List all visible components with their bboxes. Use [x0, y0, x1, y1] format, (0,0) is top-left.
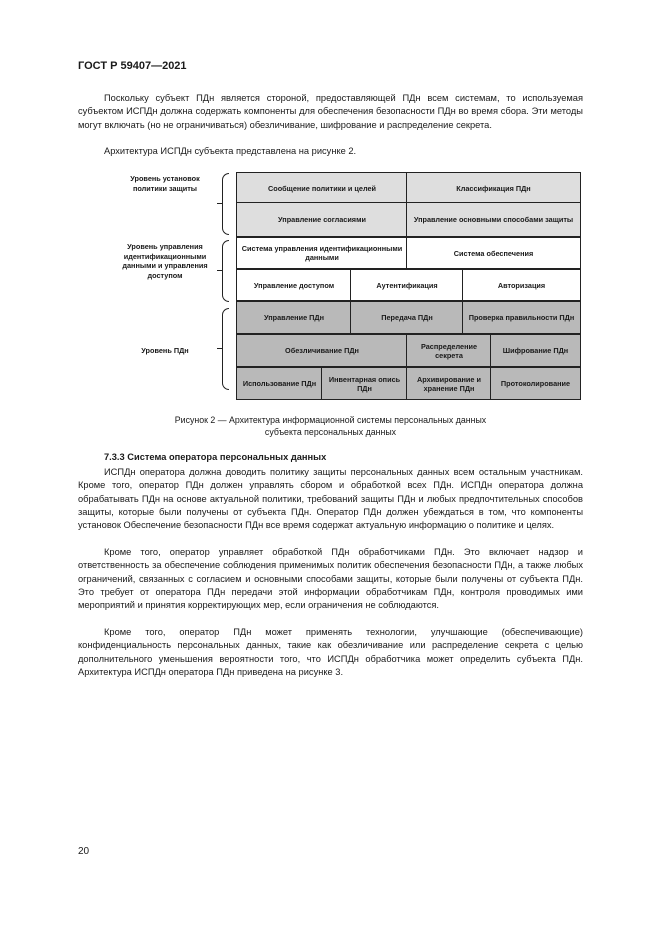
level-label-idm: Уровень управления идентификационными данными и управления доступом: [122, 242, 208, 280]
section-paragraph-2: Кроме того, оператор управляет обработкой ПДн обработчиками ПДн. Это включает надзор и ответственность за обеспечение соблюдения применимых политик обеспечения безопасности ПДн, а также любых ограничений, связанных с согласием и основными способами защиты, которые были получены от субъекта ПДн. Это требует от оператора ПДн передачи этой информации обработчикам ПДн, контроля проводимых ими мероприятий и принятия корректирующих мер, если ограничения не соблюдаются.: [78, 547, 583, 611]
cell-pd-usage: Использование ПДн: [236, 367, 323, 400]
cell-policy-message: Сообщение политики и целей: [236, 172, 408, 204]
cell-logging: Протоколирование: [490, 367, 581, 400]
cell-idm-system: Система управления идентификационными данными: [236, 237, 408, 269]
cell-pd-archiving: Архивирование и хранение ПДн: [406, 367, 492, 400]
cell-secret-distribution: Распределение секрета: [406, 334, 492, 367]
cell-authorization: Авторизация: [462, 269, 581, 301]
figure-caption-line1: Рисунок 2 — Архитектура информационной системы персональных данных: [174, 415, 487, 425]
brace-pd: [222, 308, 229, 390]
cell-authentication: Аутентификация: [350, 269, 464, 301]
cell-pd-validation: Проверка правильности ПДн: [462, 301, 581, 334]
cell-consent-management: Управление согласиями: [236, 202, 408, 237]
page-number: 20: [78, 846, 90, 857]
cell-protection-management: Управление основными способами защиты: [406, 202, 581, 237]
level-label-pd: Уровень ПДн: [141, 346, 189, 355]
brace-policy: [222, 173, 229, 235]
brace-tip-policy: [217, 203, 222, 204]
cell-pd-encryption: Шифрование ПДн: [490, 334, 581, 367]
level-label-policy: Уровень установок политики защиты: [130, 174, 200, 193]
section-paragraph-1: ИСПДн оператора должна доводить политику защиты персональных данных всем остальным участникам. Кроме того, оператор ПДн должен управлять сбором и обработкой всех ПДн. ИСПДн оператора должна обрабатывать ПДн на основе актуальной политики, требований защиты ПДн и любых предпочтительных способов защиты, которые были получены от субъекта ПДн. Оператор ПДн должен убеждаться в том, что компоненты установок Обеспечение безопасности ПДн все время содержат актуальную информацию о политике и целях.: [78, 467, 583, 531]
brace-tip-idm: [217, 270, 222, 271]
section-heading: 7.3.3 Система оператора персональных данных: [104, 452, 327, 462]
cell-support-system: Система обеспечения: [406, 237, 581, 269]
document-header: ГОСТ Р 59407—2021: [78, 60, 187, 72]
cell-pd-inventory: Инвентарная опись ПДн: [321, 367, 408, 400]
brace-tip-pd: [217, 348, 222, 349]
cell-pd-management: Управление ПДн: [236, 301, 352, 334]
brace-idm: [222, 240, 229, 302]
paragraph-figure-ref: Архитектура ИСПДн субъекта представлена на рисунке 2.: [104, 146, 357, 156]
paragraph-intro: Поскольку субъект ПДн является стороной, предоставляющей ПДн всем системам, то используемая субъектом ИСПДн должна содержать компоненты для обеспечения безопасности ПДн во время сбора. Эти методы могут включать (но не ограничиваться) обезличивание, шифрование и распределение секрета.: [78, 93, 583, 130]
cell-pd-transfer: Передача ПДн: [350, 301, 464, 334]
section-paragraph-3: Кроме того, оператор ПДн может применять технологии, улучшающие (обеспечивающие) конфиденциальность персональных данных, такие как обезличивание или распределение секрета с целью дополнительного уменьшения вероятности того, что ИСПДн обработчика может определить субъекта ПДн. Архитектура ИСПДн оператора ПДн приведена на рисунке 3.: [78, 627, 583, 677]
cell-access-management: Управление доступом: [236, 269, 352, 301]
cell-pd-anonymization: Обезличивание ПДн: [236, 334, 408, 367]
figure-caption: [78, 414, 583, 438]
architecture-diagram: [120, 170, 585, 400]
figure-caption-line2: субъекта персональных данных: [264, 427, 397, 437]
cell-pd-classification: Классификация ПДн: [406, 172, 581, 204]
